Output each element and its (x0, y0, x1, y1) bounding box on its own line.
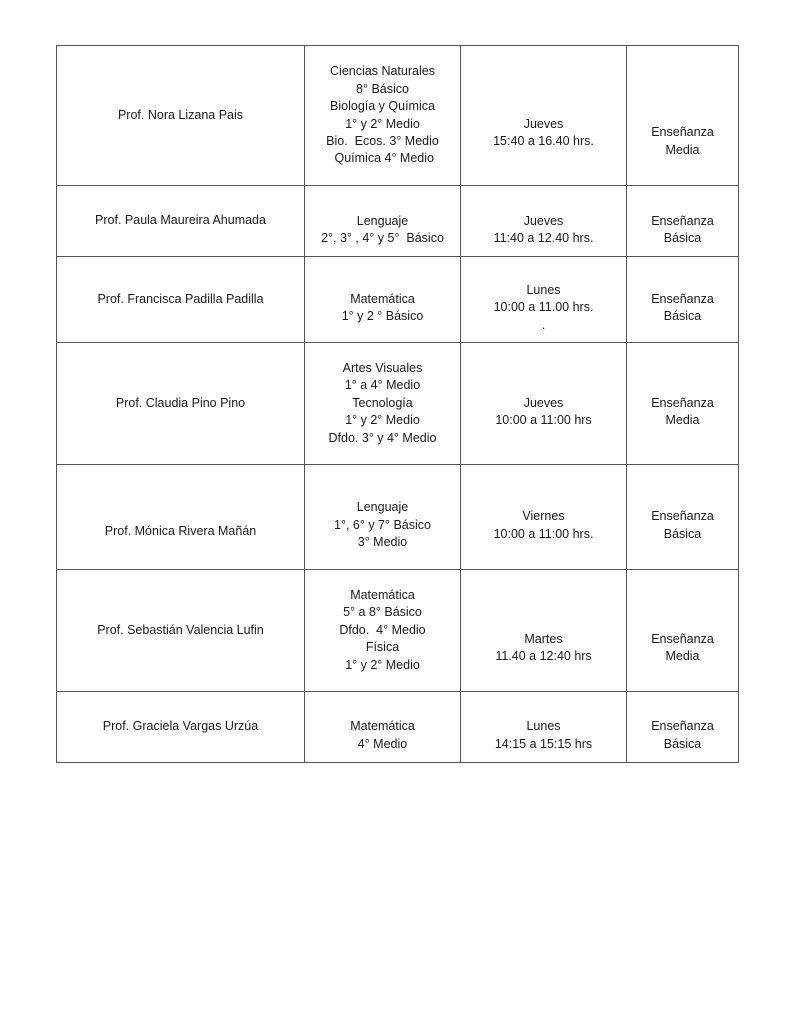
level-line: Enseñanza (651, 631, 714, 646)
table-row (57, 692, 739, 763)
level-line: Enseñanza (651, 291, 714, 306)
subject-line: Tecnología (352, 395, 413, 410)
level-line: Enseñanza (651, 509, 714, 524)
subject-line: Lenguaje (356, 500, 409, 515)
subject-cell (305, 692, 461, 763)
subject-line: Matemática (350, 587, 415, 602)
time-range: 14:15 a 15:15 hrs (494, 736, 593, 751)
time-cell (461, 186, 627, 257)
subject-cell (305, 343, 461, 465)
level-line: Enseñanza (651, 213, 714, 228)
subject-line: 5° a 8° Básico (343, 605, 422, 620)
level-line: Media (665, 413, 700, 427)
level-line: Enseñanza (651, 125, 714, 140)
level-cell (627, 570, 739, 692)
subject-line: Artes Visuales (342, 360, 423, 375)
subject-cell (305, 570, 461, 692)
table-row (57, 570, 739, 692)
time-cell (461, 343, 627, 465)
subject-line: Biología y Química (330, 99, 435, 114)
time-range: 11:40 a 12.40 hrs. (493, 231, 594, 245)
teacher-name-cell: Prof. Francisca Padilla Padilla (57, 257, 305, 343)
day-label: Lunes (526, 719, 561, 734)
time-range: 10:00 a 11.00 hrs. (493, 300, 594, 315)
subject-cell (305, 257, 461, 343)
level-cell (627, 46, 739, 186)
table-row (57, 465, 739, 570)
level-line: Básica (663, 231, 702, 245)
teacher-name-cell: Prof. Paula Maureira Ahumada (57, 186, 305, 257)
teacher-schedule-table (56, 45, 739, 763)
table-row (57, 186, 739, 257)
time-range: 11.40 a 12:40 hrs (495, 649, 592, 663)
time-cell (461, 465, 627, 570)
level-line: Media (665, 649, 700, 663)
level-cell (627, 343, 739, 465)
subject-line: Matemática (350, 291, 415, 306)
teacher-name-cell: Prof. Claudia Pino Pino (57, 343, 305, 465)
table-row (57, 343, 739, 465)
level-line: Básica (663, 526, 702, 541)
day-label: Martes (524, 631, 563, 646)
teacher-name-cell: Prof. Graciela Vargas Urzúa (57, 692, 305, 763)
subject-line: Dfdo. 3° y 4° Medio (328, 430, 437, 445)
time-range: 15:40 a 16.40 hrs. (493, 134, 594, 148)
time-cell (461, 692, 627, 763)
level-line: Enseñanza (651, 395, 714, 410)
time-cell (461, 46, 627, 186)
level-cell (627, 257, 739, 343)
subject-line: 4° Medio (357, 736, 408, 751)
time-cell (461, 257, 627, 343)
subject-line: Lenguaje (356, 213, 409, 228)
level-cell (627, 465, 739, 570)
day-label: Jueves (523, 116, 564, 131)
time-range: 10:00 a 11:00 hrs (495, 413, 592, 427)
subject-line: Bio. Ecos. 3° Medio (326, 133, 439, 148)
subject-cell (305, 186, 461, 257)
subject-line: 1° y 2° Medio (345, 116, 420, 131)
subject-line: Dfdo. 4° Medio (339, 622, 426, 637)
time-range: 10:00 a 11:00 hrs. (493, 526, 594, 541)
level-line: Enseñanza (651, 719, 714, 734)
teacher-name-cell: Prof. Nora Lizana Pais (57, 46, 305, 186)
level-cell (627, 692, 739, 763)
level-line: Básica (663, 736, 702, 751)
subject-cell (305, 465, 461, 570)
day-label: Jueves (523, 213, 564, 228)
subject-line: 3° Medio (357, 535, 408, 550)
subject-line: 1° y 2° Medio (345, 657, 420, 672)
subject-line: Física (365, 640, 400, 655)
table-row (57, 257, 739, 343)
day-label: Viernes (522, 509, 565, 524)
subject-line: 1° y 2° Medio (345, 413, 420, 428)
trailing-dot: . (541, 317, 546, 332)
level-line: Básica (663, 309, 702, 323)
subject-line: Matemática (350, 719, 415, 734)
teacher-name-cell: Prof. Sebastián Valencia Lufin (57, 570, 305, 692)
time-cell (461, 570, 627, 692)
table-row (57, 46, 739, 186)
subject-line: Química 4° Medio (331, 151, 434, 166)
subject-line: 2°, 3° , 4° y 5° Básico (321, 231, 444, 245)
subject-line: 1° a 4° Medio (344, 378, 421, 393)
day-label: Jueves (523, 395, 564, 410)
teacher-name-cell: Prof. Mónica Rivera Mañán (57, 465, 305, 570)
level-cell (627, 186, 739, 257)
level-line: Media (665, 142, 700, 157)
subject-line: 1° y 2 ° Básico (341, 309, 424, 323)
subject-line: Ciencias Naturales (330, 64, 435, 79)
subject-cell (305, 46, 461, 186)
day-label: Lunes (526, 282, 561, 297)
subject-line: 1°, 6° y 7° Básico (334, 517, 431, 532)
subject-line: 8° Básico (356, 81, 409, 96)
